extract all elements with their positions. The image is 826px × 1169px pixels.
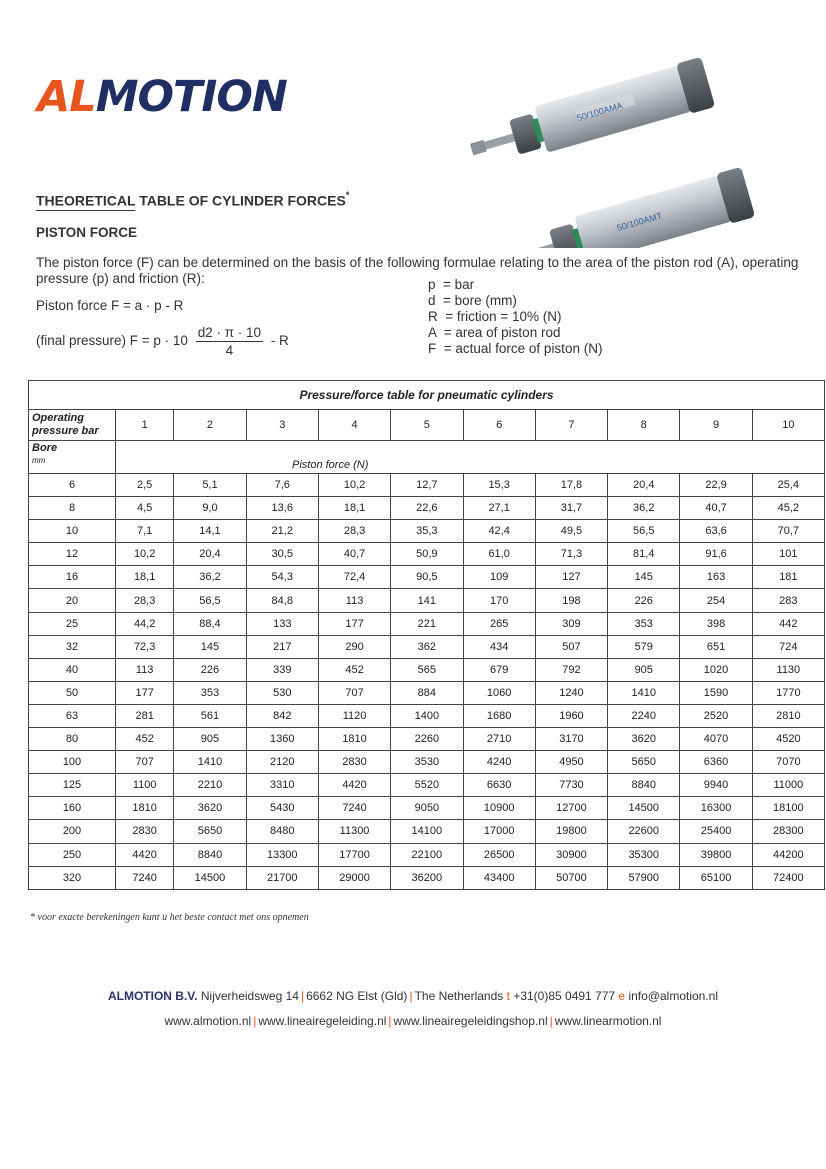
force-cell: 8840 [608, 774, 680, 797]
force-cell: 3170 [535, 728, 607, 751]
force-cell: 15,3 [463, 474, 535, 497]
force-cell: 81,4 [608, 543, 680, 566]
force-cell: 5520 [391, 774, 463, 797]
force-cell: 181 [752, 566, 824, 589]
force-cell: 145 [608, 566, 680, 589]
table-row [29, 704, 825, 727]
pressure-header-cell: 5 [391, 410, 463, 441]
formula-final-pressure [36, 325, 289, 358]
force-cell: 21700 [246, 866, 318, 889]
force-cell: 353 [608, 612, 680, 635]
force-cell: 28300 [752, 820, 824, 843]
force-cell: 707 [116, 751, 174, 774]
force-cell: 905 [608, 658, 680, 681]
force-cell: 561 [174, 704, 246, 727]
bore-cell: 200 [29, 820, 116, 843]
footer-separator: | [409, 989, 413, 1003]
force-cell: 679 [463, 658, 535, 681]
force-cell: 127 [535, 566, 607, 589]
force-cell: 1680 [463, 704, 535, 727]
pressure-header-cell: 4 [318, 410, 390, 441]
cylinder-product-image [455, 18, 775, 248]
table-row [29, 658, 825, 681]
table-row [29, 612, 825, 635]
footer-country: The Netherlands [414, 989, 504, 1003]
force-cell: 2810 [752, 704, 824, 727]
force-cell: 72,3 [116, 635, 174, 658]
almotion-logo [37, 72, 287, 122]
page-title [36, 192, 349, 209]
bore-cell: 16 [29, 566, 116, 589]
bore-cell: 25 [29, 612, 116, 635]
force-cell: 30,5 [246, 543, 318, 566]
force-cell: 20,4 [174, 543, 246, 566]
table-row [29, 681, 825, 704]
force-cell: 113 [318, 589, 390, 612]
force-cell: 9940 [680, 774, 752, 797]
force-cell: 22600 [608, 820, 680, 843]
force-cell: 56,5 [174, 589, 246, 612]
force-cell: 61,0 [463, 543, 535, 566]
table-row [29, 797, 825, 820]
force-cell: 16300 [680, 797, 752, 820]
force-cell: 362 [391, 635, 463, 658]
force-cell: 18,1 [318, 497, 390, 520]
formula-suffix: - R [270, 333, 289, 349]
footer-address-line [0, 989, 826, 1003]
bore-cell: 63 [29, 704, 116, 727]
force-cell: 1770 [752, 681, 824, 704]
force-cell: 31,7 [535, 497, 607, 520]
force-cell: 65100 [680, 866, 752, 889]
force-cell: 25400 [680, 820, 752, 843]
force-cell: 17700 [318, 843, 390, 866]
bore-label-text: Bore [32, 442, 58, 454]
intro-paragraph: The piston force (F) can be determined on the basis of the following formulae relating to the area of the piston rod (A), operating pressure (p) and friction (R): [36, 255, 799, 286]
force-cell: 281 [116, 704, 174, 727]
footer-phone[interactable]: +31(0)85 0491 777 [513, 989, 616, 1003]
force-cell: 26500 [463, 843, 535, 866]
bore-cell: 12 [29, 543, 116, 566]
force-cell: 2240 [608, 704, 680, 727]
force-cell: 1810 [318, 728, 390, 751]
force-cell: 11000 [752, 774, 824, 797]
force-cell: 8480 [246, 820, 318, 843]
force-cell: 651 [680, 635, 752, 658]
force-cell: 17000 [463, 820, 535, 843]
table-row [29, 566, 825, 589]
force-cell: 579 [608, 635, 680, 658]
force-cell: 5430 [246, 797, 318, 820]
force-cell: 1400 [391, 704, 463, 727]
force-cell: 49,5 [535, 520, 607, 543]
force-cell: 42,4 [463, 520, 535, 543]
force-cell: 4520 [752, 728, 824, 751]
force-cell: 27,1 [463, 497, 535, 520]
force-cell: 163 [680, 566, 752, 589]
force-cell: 4950 [535, 751, 607, 774]
force-cell: 50700 [535, 866, 607, 889]
definition-item: R = friction = 10% (N) [428, 309, 562, 324]
force-cell: 8840 [174, 843, 246, 866]
pressure-header-cell: 9 [680, 410, 752, 441]
force-cell: 36200 [391, 866, 463, 889]
force-cell: 14100 [391, 820, 463, 843]
bore-cell: 80 [29, 728, 116, 751]
fraction-denominator: 4 [225, 343, 234, 358]
force-cell: 6630 [463, 774, 535, 797]
force-cell: 13,6 [246, 497, 318, 520]
table-row [29, 866, 825, 889]
force-cell: 14500 [174, 866, 246, 889]
force-cell: 19800 [535, 820, 607, 843]
footnote: * voor exacte berekeningen kunt u het beste contact met ons opnemen [30, 912, 309, 923]
force-cell: 9,0 [174, 497, 246, 520]
footer-email-link[interactable]: info@almotion.nl [628, 989, 719, 1003]
force-cell: 2210 [174, 774, 246, 797]
bore-cell: 40 [29, 658, 116, 681]
pressure-header-cell: 3 [246, 410, 318, 441]
force-cell: 2830 [116, 820, 174, 843]
force-cell: 101 [752, 543, 824, 566]
force-cell: 434 [463, 635, 535, 658]
footer-separator: | [253, 1014, 257, 1028]
footer-separator: | [549, 1014, 553, 1028]
force-cell: 7,6 [246, 474, 318, 497]
force-cell: 1120 [318, 704, 390, 727]
force-cell: 63,6 [680, 520, 752, 543]
force-cell: 1810 [116, 797, 174, 820]
force-cell: 145 [174, 635, 246, 658]
bore-cell: 6 [29, 474, 116, 497]
formula-fraction [196, 325, 263, 358]
footer-websites-line [0, 1014, 826, 1028]
force-cell: 14,1 [174, 520, 246, 543]
footer-separator: | [300, 989, 305, 1003]
force-cell: 40,7 [680, 497, 752, 520]
force-cell: 177 [116, 681, 174, 704]
fraction-numerator: d2 · π · 10 [197, 325, 262, 340]
force-cell: 91,6 [680, 543, 752, 566]
force-cell: 35,3 [391, 520, 463, 543]
force-cell: 10,2 [318, 474, 390, 497]
force-cell: 18100 [752, 797, 824, 820]
force-cell: 226 [608, 589, 680, 612]
force-cell: 398 [680, 612, 752, 635]
force-cell: 39800 [680, 843, 752, 866]
table-row [29, 774, 825, 797]
bore-cell: 160 [29, 797, 116, 820]
force-cell: 2830 [318, 751, 390, 774]
force-cell: 20,4 [608, 474, 680, 497]
force-cell: 12,7 [391, 474, 463, 497]
force-cell: 71,3 [535, 543, 607, 566]
force-cell: 707 [318, 681, 390, 704]
force-cell: 28,3 [116, 589, 174, 612]
table-row [29, 820, 825, 843]
bore-cell: 125 [29, 774, 116, 797]
title-footnote-marker: * [345, 190, 350, 200]
footer-site-link[interactable]: www.lineairegeleiding.nl [258, 1014, 387, 1028]
force-cell: 45,2 [752, 497, 824, 520]
bore-cell: 100 [29, 751, 116, 774]
force-cell: 54,3 [246, 566, 318, 589]
bore-cell: 50 [29, 681, 116, 704]
force-cell: 72,4 [318, 566, 390, 589]
force-cell: 884 [391, 681, 463, 704]
force-cell: 13300 [246, 843, 318, 866]
force-cell: 905 [174, 728, 246, 751]
cylinder-label-1: 50/100AMA [575, 100, 624, 124]
footer-separator: | [388, 1014, 392, 1028]
bore-header-row [29, 441, 825, 474]
force-cell: 452 [318, 658, 390, 681]
footer-city: 6662 NG Elst (Gld) [306, 989, 408, 1003]
formula-prefix: (final pressure) F = p · 10 [36, 333, 188, 349]
table-row [29, 751, 825, 774]
force-table [28, 380, 825, 890]
force-cell: 36,2 [174, 566, 246, 589]
force-cell: 2120 [246, 751, 318, 774]
force-cell: 1360 [246, 728, 318, 751]
force-cell: 452 [116, 728, 174, 751]
title-underlined: THEORETICAL [36, 192, 136, 209]
logo-motion: MOTION [95, 72, 287, 122]
force-cell: 88,4 [174, 612, 246, 635]
bore-unit: mm [32, 456, 46, 465]
force-cell: 36,2 [608, 497, 680, 520]
table-row [29, 543, 825, 566]
force-cell: 1960 [535, 704, 607, 727]
force-cell: 1410 [608, 681, 680, 704]
pressure-header-cell: 8 [608, 410, 680, 441]
force-cell: 44,2 [116, 612, 174, 635]
force-cell: 198 [535, 589, 607, 612]
bore-cell: 32 [29, 635, 116, 658]
force-cell: 6360 [680, 751, 752, 774]
force-cell: 7730 [535, 774, 607, 797]
definition-item: d = bore (mm) [428, 293, 517, 308]
force-cell: 7070 [752, 751, 824, 774]
force-cell: 29000 [318, 866, 390, 889]
force-cell: 3620 [174, 797, 246, 820]
cylinder-label-2: 50/100AMT [615, 210, 664, 234]
force-cell: 7240 [116, 866, 174, 889]
pressure-header-cell: 10 [752, 410, 824, 441]
pressure-header-cell: 6 [463, 410, 535, 441]
force-cell: 113 [116, 658, 174, 681]
force-cell: 7240 [318, 797, 390, 820]
operating-pressure-label: Operating pressure bar [29, 410, 116, 441]
logo-al: AL [37, 72, 96, 122]
force-cell: 56,5 [608, 520, 680, 543]
force-cell: 3620 [608, 728, 680, 751]
force-cell: 309 [535, 612, 607, 635]
force-cell: 283 [752, 589, 824, 612]
footer-phone-label: t [506, 989, 510, 1003]
pressure-header-cell: 2 [174, 410, 246, 441]
force-cell: 141 [391, 589, 463, 612]
force-cell: 18,1 [116, 566, 174, 589]
force-cell: 10900 [463, 797, 535, 820]
force-cell: 254 [680, 589, 752, 612]
title-rest: TABLE OF CYLINDER FORCES [139, 192, 346, 209]
force-cell: 5650 [608, 751, 680, 774]
force-cell: 11300 [318, 820, 390, 843]
force-cell: 28,3 [318, 520, 390, 543]
force-cell: 4,5 [116, 497, 174, 520]
force-cell: 43400 [463, 866, 535, 889]
force-cell: 7,1 [116, 520, 174, 543]
force-cell: 4240 [463, 751, 535, 774]
force-cell: 2,5 [116, 474, 174, 497]
force-cell: 4070 [680, 728, 752, 751]
force-cell: 792 [535, 658, 607, 681]
definitions-list [428, 277, 602, 357]
footer-email-label: e [618, 989, 626, 1003]
force-cell: 221 [391, 612, 463, 635]
formula-piston-force: Piston force F = a · p - R [36, 298, 184, 313]
force-cell: 5650 [174, 820, 246, 843]
force-cell: 1060 [463, 681, 535, 704]
force-cell: 4420 [318, 774, 390, 797]
force-cell: 22100 [391, 843, 463, 866]
force-cell: 40,7 [318, 543, 390, 566]
table-caption: Pressure/force table for pneumatic cylinders [29, 381, 825, 410]
table-row [29, 589, 825, 612]
bore-cell: 8 [29, 497, 116, 520]
force-cell: 9050 [391, 797, 463, 820]
force-cell: 84,8 [246, 589, 318, 612]
bore-cell: 250 [29, 843, 116, 866]
force-cell: 2710 [463, 728, 535, 751]
force-cell: 2260 [391, 728, 463, 751]
force-cell: 30900 [535, 843, 607, 866]
force-cell: 70,7 [752, 520, 824, 543]
force-cell: 565 [391, 658, 463, 681]
force-cell: 109 [463, 566, 535, 589]
cylinder-bottom [504, 167, 755, 248]
force-cell: 133 [246, 612, 318, 635]
force-cell: 21,2 [246, 520, 318, 543]
force-cell: 353 [174, 681, 246, 704]
force-cell: 3310 [246, 774, 318, 797]
definition-item: p = bar [428, 277, 475, 292]
pressure-header-row [29, 410, 825, 441]
bore-label [29, 441, 116, 474]
force-cell: 442 [752, 612, 824, 635]
force-cell: 12700 [535, 797, 607, 820]
footer-company: ALMOTION B.V. [107, 989, 198, 1003]
force-cell: 14500 [608, 797, 680, 820]
table-row [29, 474, 825, 497]
table-row [29, 728, 825, 751]
force-cell: 44200 [752, 843, 824, 866]
force-cell: 3530 [391, 751, 463, 774]
definition-item: A = area of piston rod [428, 325, 561, 340]
definition-item: F = actual force of piston (N) [428, 341, 603, 356]
force-cell: 1240 [535, 681, 607, 704]
table-row [29, 520, 825, 543]
force-cell: 25,4 [752, 474, 824, 497]
table-row [29, 635, 825, 658]
footer-address: Nijverheidsweg 14 [200, 989, 299, 1003]
force-cell: 1020 [680, 658, 752, 681]
force-cell: 170 [463, 589, 535, 612]
force-cell: 339 [246, 658, 318, 681]
piston-force-label: Piston force (N) [116, 441, 825, 474]
force-cell: 290 [318, 635, 390, 658]
bore-cell: 20 [29, 589, 116, 612]
force-cell: 50,9 [391, 543, 463, 566]
pressure-header-cell: 1 [116, 410, 174, 441]
force-cell: 177 [318, 612, 390, 635]
force-cell: 72400 [752, 866, 824, 889]
force-cell: 22,6 [391, 497, 463, 520]
force-cell: 724 [752, 635, 824, 658]
force-cell: 17,8 [535, 474, 607, 497]
table-row [29, 497, 825, 520]
force-cell: 5,1 [174, 474, 246, 497]
table-body [29, 474, 825, 890]
force-cell: 1410 [174, 751, 246, 774]
force-cell: 4420 [116, 843, 174, 866]
force-cell: 1130 [752, 658, 824, 681]
footer-site-link[interactable]: www.linearmotion.nl [554, 1014, 662, 1028]
force-cell: 90,5 [391, 566, 463, 589]
force-cell: 265 [463, 612, 535, 635]
force-cell: 1590 [680, 681, 752, 704]
bore-cell: 320 [29, 866, 116, 889]
force-cell: 530 [246, 681, 318, 704]
force-cell: 57900 [608, 866, 680, 889]
force-cell: 10,2 [116, 543, 174, 566]
force-cell: 1100 [116, 774, 174, 797]
footer-site-link[interactable]: www.lineairegeleidingshop.nl [393, 1014, 548, 1028]
force-cell: 22,9 [680, 474, 752, 497]
force-cell: 35300 [608, 843, 680, 866]
force-cell: 507 [535, 635, 607, 658]
section-title: PISTON FORCE [36, 225, 138, 240]
footer-site-link[interactable]: www.almotion.nl [164, 1014, 252, 1028]
force-cell: 217 [246, 635, 318, 658]
table-row [29, 843, 825, 866]
force-cell: 842 [246, 704, 318, 727]
bore-cell: 10 [29, 520, 116, 543]
pressure-header-cell: 7 [535, 410, 607, 441]
force-cell: 2520 [680, 704, 752, 727]
force-cell: 226 [174, 658, 246, 681]
